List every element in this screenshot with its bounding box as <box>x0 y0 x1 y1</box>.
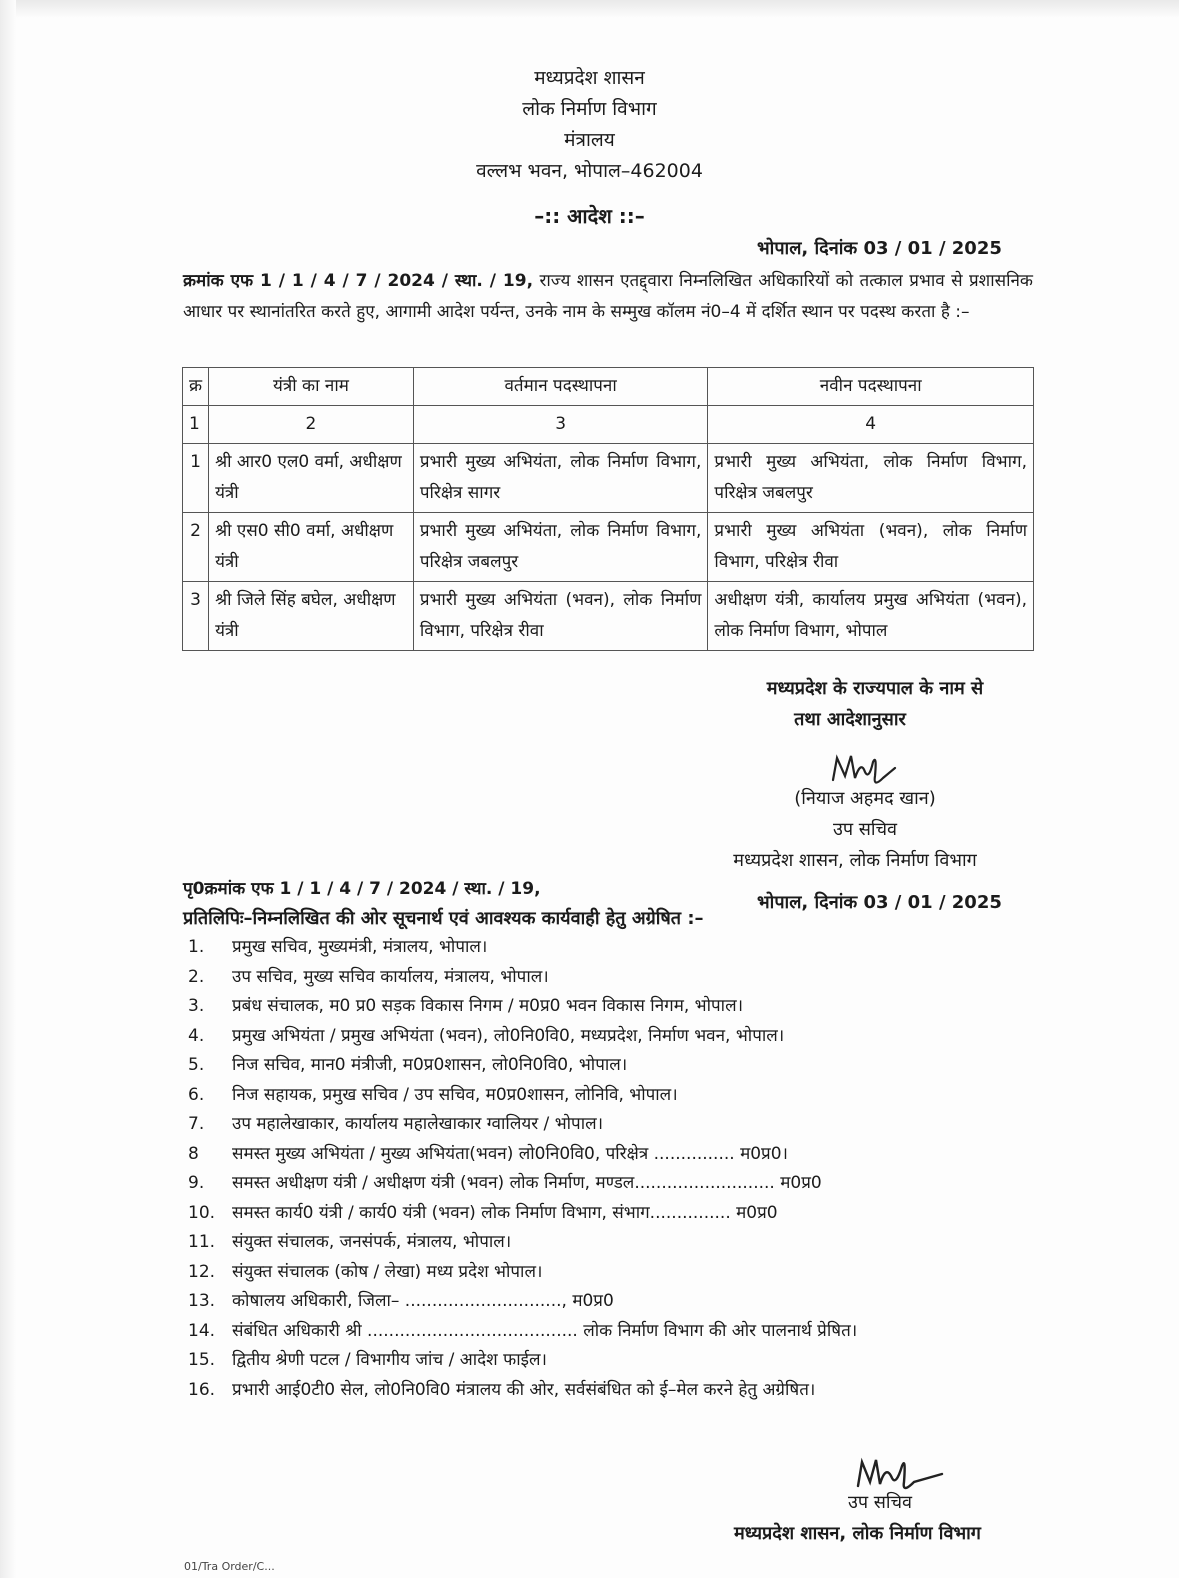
header-ministry: मंत्रालय <box>564 129 615 151</box>
column-number: 2 <box>209 406 414 444</box>
authority-line-1: मध्यप्रदेश के राज्यपाल के नाम से <box>766 678 984 699</box>
row-officer-name: श्री जिले सिंह बघेल, अधीक्षण यंत्री <box>209 582 414 651</box>
item-number: 14. <box>188 1320 216 1341</box>
item-text: प्रबंध संचालक, म0 प्र0 सड़क विकास निगम / म0प्र0 भवन विकास निगम, भोपाल। <box>232 996 744 1016</box>
item-number: 16. <box>188 1379 216 1400</box>
copy-signatory-designation: उप सचिव <box>847 1492 913 1513</box>
item-text: निज सचिव, मान0 मंत्रीजी, म0प्र0शासन, लो0नि0वि0, भोपाल। <box>232 1055 628 1075</box>
list-item <box>188 1287 1038 1317</box>
column-number: 1 <box>183 406 209 444</box>
row-serial: 1 <box>183 444 209 513</box>
copy-date: भोपाल, दिनांक 03 / 01 / 2025 <box>757 892 1002 913</box>
item-number: 7. <box>188 1114 205 1134</box>
item-text: संयुक्त संचालक, जनसंपर्क, मंत्रालय, भोपाल। <box>232 1232 512 1252</box>
table-header-cell: क्र <box>183 368 209 406</box>
row-officer-name: श्री एस0 सी0 वर्मा, अधीक्षण यंत्री <box>209 513 414 582</box>
list-item <box>188 963 1038 993</box>
item-number: 12. <box>188 1261 216 1282</box>
list-item <box>188 933 1038 963</box>
table-header-cell: यंत्री का नाम <box>209 368 414 406</box>
row-serial: 2 <box>183 513 209 582</box>
signature-mark <box>825 750 905 790</box>
signatory-name: (नियाज अहमद खान) <box>794 788 936 809</box>
item-number: 2. <box>188 966 205 987</box>
page-edge-shadow-left <box>0 0 16 1578</box>
table-header-row <box>183 368 1034 406</box>
list-item <box>188 1140 1038 1170</box>
order-title: –:: आदेश ::– <box>534 204 645 228</box>
list-item <box>188 1110 1038 1140</box>
item-number: 15. <box>188 1350 216 1370</box>
table-column-number-row <box>183 406 1034 444</box>
table-row <box>183 582 1034 651</box>
item-text: समस्त मुख्य अभियंता / मुख्य अभियंता(भवन) लो0नि0वि0, परिक्षेत्र ............... म0प्र0। <box>232 1143 788 1164</box>
item-number: 6. <box>188 1084 205 1105</box>
item-text: संबंधित अधिकारी श्री ....................................... लोक निर्माण विभाग की ओर पालनार्थ प्रेषित। <box>232 1320 858 1341</box>
order-reference: क्रमांक एफ 1 / 1 / 4 / 7 / 2024 / स्था. / 19, <box>183 271 534 291</box>
table-header-cell: वर्तमान पदस्थापना <box>413 368 708 406</box>
list-item <box>188 1022 1038 1052</box>
file-reference-note: 01/Tra Order/C... <box>184 1560 275 1573</box>
copy-recipient-list <box>188 933 1038 1405</box>
item-text: उप सचिव, मुख्य सचिव कार्यालय, मंत्रालय, भोपाल। <box>232 966 549 987</box>
list-item <box>188 1051 1038 1081</box>
item-number: 5. <box>188 1055 205 1075</box>
item-text: संयुक्त संचालक (कोष / लेखा) मध्य प्रदेश भोपाल। <box>232 1261 543 1282</box>
list-item <box>188 1376 1038 1406</box>
item-text: कोषालय अधिकारी, जिला– ............................., म0प्र0 <box>232 1291 614 1311</box>
column-number: 3 <box>413 406 708 444</box>
row-new-posting: अधीक्षण यंत्री, कार्यालय प्रमुख अभियंता (भवन), लोक निर्माण विभाग, भोपाल <box>708 582 1034 651</box>
list-item <box>188 992 1038 1022</box>
item-number: 1. <box>188 937 205 957</box>
table-row <box>183 444 1034 513</box>
order-date: भोपाल, दिनांक 03 / 01 / 2025 <box>757 238 1002 259</box>
item-text: प्रमुख सचिव, मुख्यमंत्री, मंत्रालय, भोपाल। <box>232 937 488 957</box>
list-item <box>188 1346 1038 1376</box>
row-current-posting: प्रभारी मुख्य अभियंता (भवन), लोक निर्माण विभाग, परिक्षेत्र रीवा <box>413 582 708 651</box>
copy-heading: प्रतिलिपिः–निम्नलिखित की ओर सूचनार्थ एवं आवश्यक कार्यवाही हेतु अग्रेषित :– <box>183 908 704 929</box>
row-officer-name: श्री आर0 एल0 वर्मा, अधीक्षण यंत्री <box>209 444 414 513</box>
item-number: 11. <box>188 1232 216 1252</box>
table-header-cell: नवीन पदस्थापना <box>708 368 1034 406</box>
signatory-department: मध्यप्रदेश शासन, लोक निर्माण विभाग <box>733 850 977 871</box>
item-number: 9. <box>188 1173 205 1193</box>
item-number: 10. <box>188 1202 216 1223</box>
item-text: उप महालेखाकार, कार्यालय महालेखाकार ग्वालियर / भोपाल। <box>232 1114 604 1134</box>
order-paragraph <box>183 266 1033 328</box>
item-text: समस्त कार्य0 यंत्री / कार्य0 यंत्री (भवन) लोक निर्माण विभाग, संभाग............... म0प्र0 <box>232 1202 778 1223</box>
item-text: प्रमुख अभियंता / प्रमुख अभियंता (भवन), लो0नि0वि0, मध्यप्रदेश, निर्माण भवन, भोपाल। <box>232 1025 785 1046</box>
header-department: लोक निर्माण विभाग <box>522 98 657 120</box>
item-text: द्वितीय श्रेणी पटल / विभागीय जांच / आदेश फाईल। <box>232 1350 547 1370</box>
item-number: 3. <box>188 996 205 1016</box>
row-current-posting: प्रभारी मुख्य अभियंता, लोक निर्माण विभाग, परिक्षेत्र सागर <box>413 444 708 513</box>
list-item <box>188 1317 1038 1347</box>
header-address: वल्लभ भवन, भोपाल–462004 <box>476 160 703 182</box>
row-new-posting: प्रभारी मुख्य अभियंता (भवन), लोक निर्माण विभाग, परिक्षेत्र रीवा <box>708 513 1034 582</box>
item-text: प्रभारी आई0टी0 सेल, लो0नि0वि0 मंत्रालय की ओर, सर्वसंबंधित को ई–मेल करने हेतु अग्रेषित। <box>232 1379 816 1400</box>
list-item <box>188 1258 1038 1288</box>
list-item <box>188 1199 1038 1229</box>
row-new-posting: प्रभारी मुख्य अभियंता, लोक निर्माण विभाग, परिक्षेत्र जबलपुर <box>708 444 1034 513</box>
item-number: 8 <box>188 1143 199 1164</box>
transfer-table <box>182 367 1034 651</box>
item-text: समस्त अधीक्षण यंत्री / अधीक्षण यंत्री (भवन) लोक निर्माण, मण्डल.......................... म0प्र0 <box>232 1173 822 1193</box>
column-number: 4 <box>708 406 1034 444</box>
page-edge-shadow <box>0 0 1179 18</box>
signatory-designation: उप सचिव <box>832 819 898 840</box>
list-item <box>188 1081 1038 1111</box>
copy-reference: पृ0क्रमांक एफ 1 / 1 / 4 / 7 / 2024 / स्था. / 19, <box>183 879 541 899</box>
row-serial: 3 <box>183 582 209 651</box>
header-government: मध्यप्रदेश शासन <box>534 67 645 89</box>
row-current-posting: प्रभारी मुख्य अभियंता, लोक निर्माण विभाग, परिक्षेत्र जबलपुर <box>413 513 708 582</box>
order-body: राज्य शासन एतद्द्वारा निम्नलिखित अधिकारियों को तत्काल प्रभाव से प्रशासनिक आधार पर स्थानांतरित करते हुए, आगामी आदेश पर्यन्त, उनके नाम के सम्मुख कॉलम नं0–4 में दर्शित स्थान पर पदस्थ करता है :– <box>183 271 1033 322</box>
copy-signatory-department: मध्यप्रदेश शासन, लोक निर्माण विभाग <box>734 1523 981 1544</box>
item-number: 13. <box>188 1291 216 1311</box>
authority-line-2: तथा आदेशानुसार <box>794 709 906 730</box>
list-item <box>188 1169 1038 1199</box>
list-item <box>188 1228 1038 1258</box>
item-text: निज सहायक, प्रमुख सचिव / उप सचिव, म0प्र0शासन, लोनिवि, भोपाल। <box>232 1084 678 1105</box>
item-number: 4. <box>188 1025 205 1046</box>
table-row <box>183 513 1034 582</box>
